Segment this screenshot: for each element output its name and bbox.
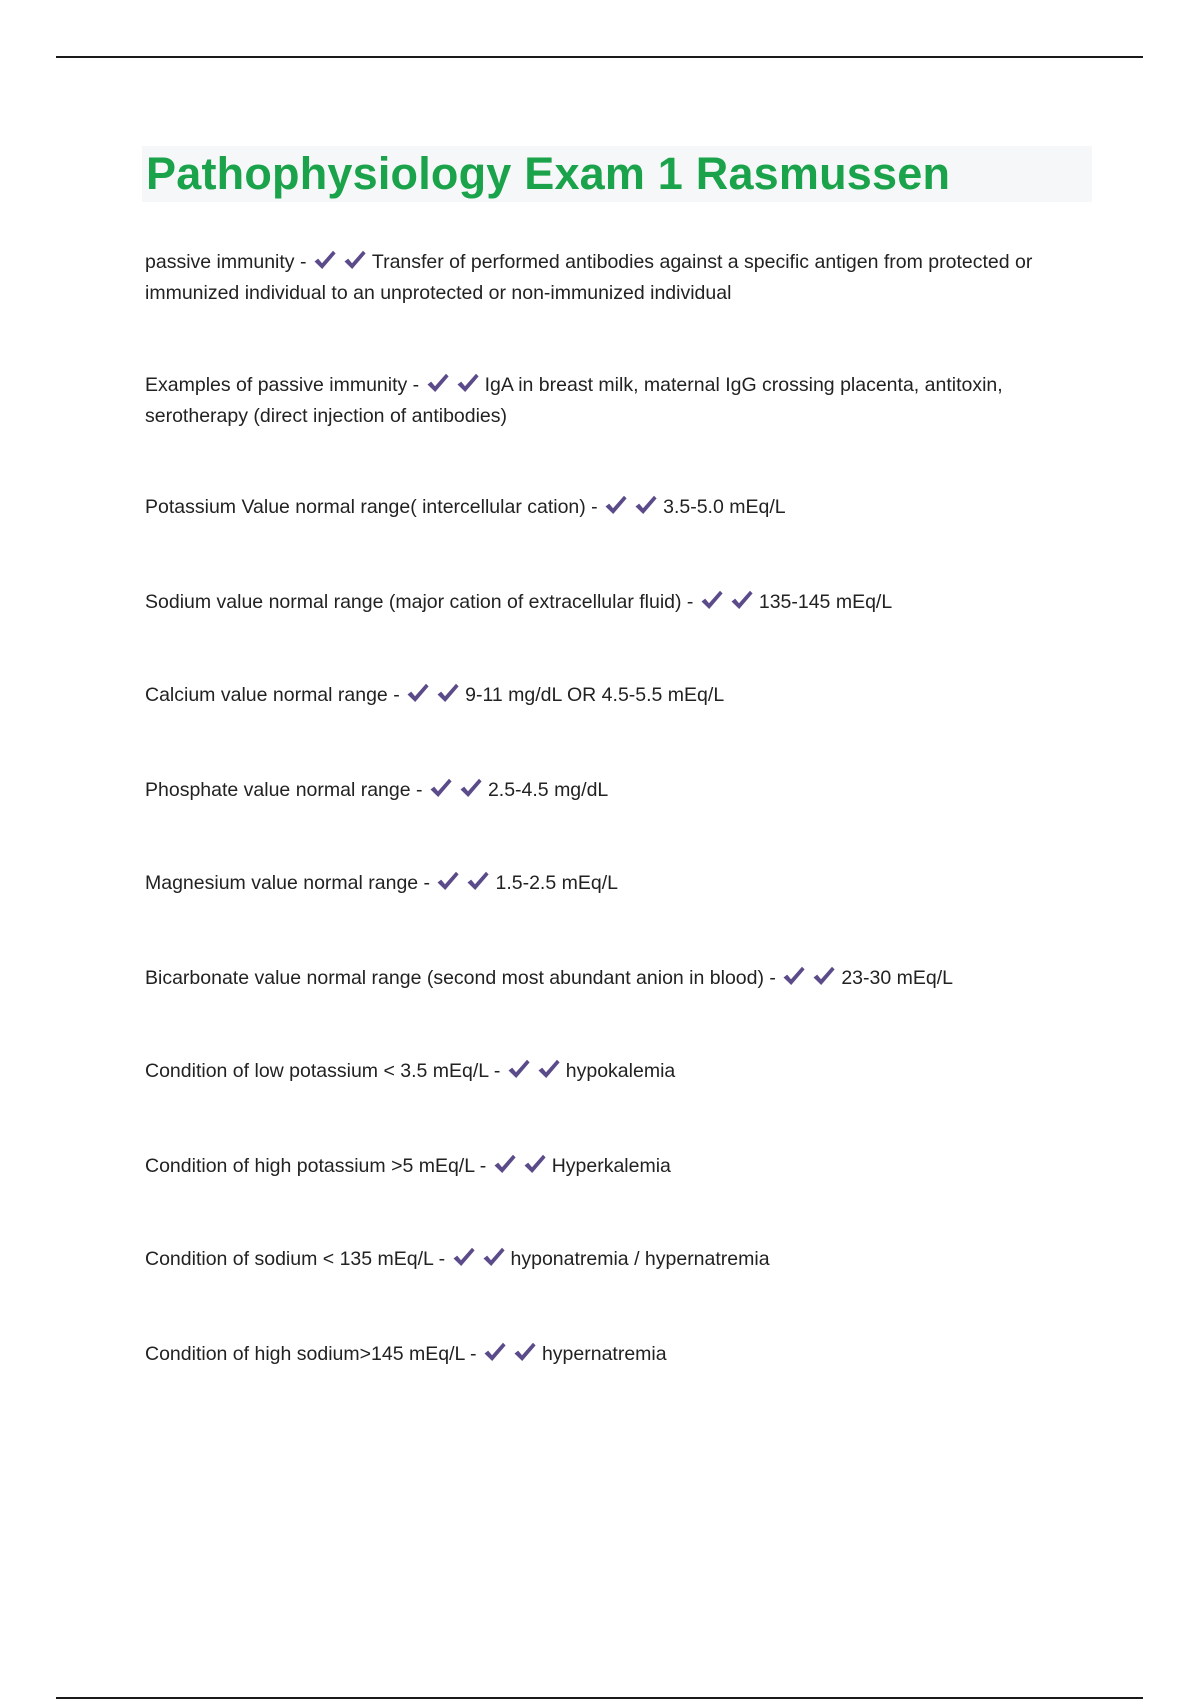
entry-term: Condition of low potassium < 3.5 mEq/L - [145,1060,501,1082]
heavy-check-mark-icon [603,493,628,517]
entry-answer: 135-145 mEq/L [758,591,893,613]
heavy-check-mark-icon [455,371,480,395]
entry-term: Condition of high sodium>145 mEq/L - [145,1343,477,1365]
heavy-check-mark-icon [482,1340,507,1364]
heavy-check-mark-icon [312,248,337,272]
entry-answer: Transfer of performed antibodies against a specific antigen from protected or immunized individual to an unprotected or non-immunized individual [145,251,1033,304]
list-item [145,247,1090,309]
entry-term: Calcium value normal range - [145,684,400,706]
heavy-check-mark-icon [428,776,453,800]
heavy-check-mark-icon [781,964,806,988]
entry-answer: IgA in breast milk, maternal IgG crossing placenta, antitoxin, serotherapy (direct injection of antibodies) [145,374,1003,427]
list-item [145,963,1090,994]
list-item [145,1056,1090,1087]
entry-answer: 9-11 mg/dL OR 4.5-5.5 mEq/L [465,684,725,706]
heavy-check-mark-icon [536,1057,561,1081]
list-item [145,1339,1090,1370]
entry-answer: 3.5-5.0 mEq/L [663,496,786,518]
heavy-check-mark-icon [458,776,483,800]
list-item [145,370,1090,432]
entry-term: Phosphate value normal range - [145,779,423,801]
list-item [145,868,1090,899]
entry-term: Magnesium value normal range - [145,872,431,894]
entry-answer: hypokalemia [565,1060,676,1082]
bottom-rule [56,1697,1143,1699]
title-band [142,146,1092,202]
document-title: Pathophysiology Exam 1 Rasmussen [146,148,951,199]
entry-term: Potassium Value normal range( intercellular cation) - [145,496,598,518]
heavy-check-mark-icon [342,248,367,272]
entry-answer: hypernatremia [541,1343,667,1365]
list-item [145,1151,1090,1182]
entry-answer: 23-30 mEq/L [841,967,953,989]
list-item [145,587,1090,618]
entry-answer: 2.5-4.5 mg/dL [487,779,609,801]
heavy-check-mark-icon [405,681,430,705]
list-item [145,775,1090,806]
list-item [145,492,1090,523]
entry-term: passive immunity - [145,251,307,273]
heavy-check-mark-icon [492,1152,517,1176]
heavy-check-mark-icon [699,588,724,612]
heavy-check-mark-icon [506,1057,531,1081]
heavy-check-mark-icon [729,588,754,612]
entry-answer: 1.5-2.5 mEq/L [495,872,618,894]
list-item [145,680,1090,711]
heavy-check-mark-icon [451,1245,476,1269]
heavy-check-mark-icon [512,1340,537,1364]
heavy-check-mark-icon [811,964,836,988]
heavy-check-mark-icon [425,371,450,395]
entry-answer: hyponatremia / hypernatremia [510,1248,770,1270]
heavy-check-mark-icon [435,681,460,705]
heavy-check-mark-icon [633,493,658,517]
list-item [145,1244,1090,1275]
heavy-check-mark-icon [465,869,490,893]
heavy-check-mark-icon [481,1245,506,1269]
entry-term: Condition of high potassium >5 mEq/L - [145,1155,487,1177]
heavy-check-mark-icon [522,1152,547,1176]
entry-term: Condition of sodium < 135 mEq/L - [145,1248,446,1270]
heavy-check-mark-icon [435,869,460,893]
top-rule [56,56,1143,58]
entry-term: Bicarbonate value normal range (second most abundant anion in blood) - [145,967,776,989]
entry-term: Examples of passive immunity - [145,374,420,396]
entry-answer: Hyperkalemia [551,1155,671,1177]
entry-term: Sodium value normal range (major cation of extracellular fluid) - [145,591,694,613]
